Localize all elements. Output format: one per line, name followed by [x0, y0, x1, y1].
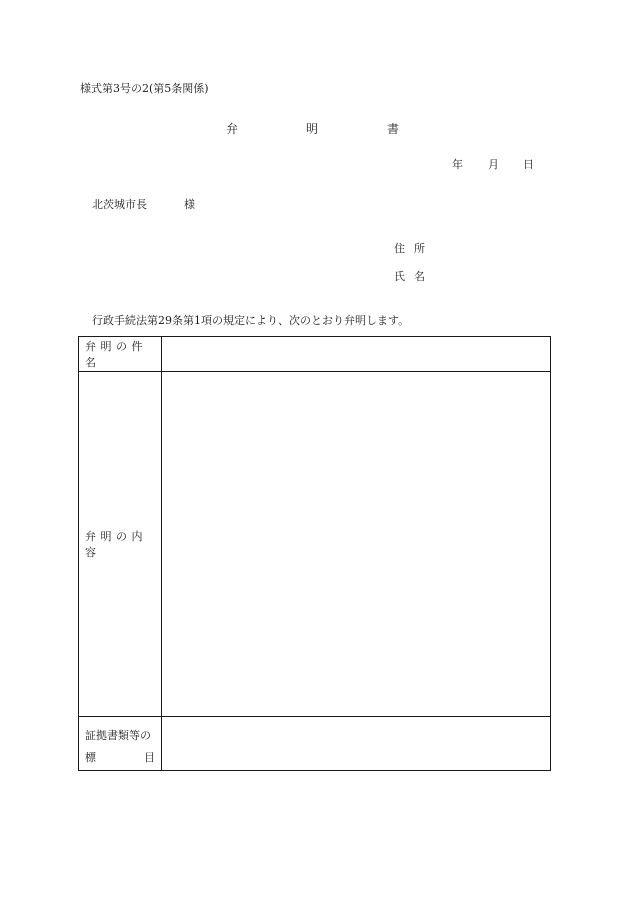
addressee-name: 北茨城市長	[92, 198, 147, 211]
subject-label: 弁明の件名	[85, 340, 147, 369]
applicant-address-label: 住所	[394, 242, 434, 255]
subject-value-field[interactable]	[163, 337, 550, 371]
evidence-row	[79, 717, 550, 770]
subject-label-cell	[79, 337, 162, 371]
date-year-label: 年	[452, 158, 463, 171]
subject-row	[79, 337, 550, 372]
document-title-char-2: 明	[306, 122, 319, 136]
date-month-label: 月	[488, 158, 499, 171]
addressee-honorific: 様	[184, 198, 195, 211]
content-label: 弁明の内容	[85, 530, 147, 559]
content-row	[79, 372, 550, 717]
evidence-label-cell	[79, 717, 162, 770]
intro-statement: 行政手続法第29条第1項の規定により、次のとおり弁明します。	[92, 314, 410, 327]
explanation-form-table	[78, 336, 551, 771]
evidence-label-line-1: 証拠書類等の	[85, 729, 151, 742]
date-day-label: 日	[523, 158, 534, 171]
content-value-field[interactable]	[163, 372, 550, 716]
document-title-char-1: 弁	[226, 122, 239, 136]
evidence-label-line-2-left: 標	[85, 751, 96, 764]
applicant-name-label: 氏名	[394, 270, 434, 283]
document-title-char-3: 書	[387, 122, 400, 136]
evidence-label-line-2-right: 目	[144, 751, 155, 764]
evidence-value-field[interactable]	[163, 717, 550, 770]
form-number: 様式第3号の2(第5条関係)	[80, 82, 209, 95]
content-label-cell	[79, 372, 162, 716]
